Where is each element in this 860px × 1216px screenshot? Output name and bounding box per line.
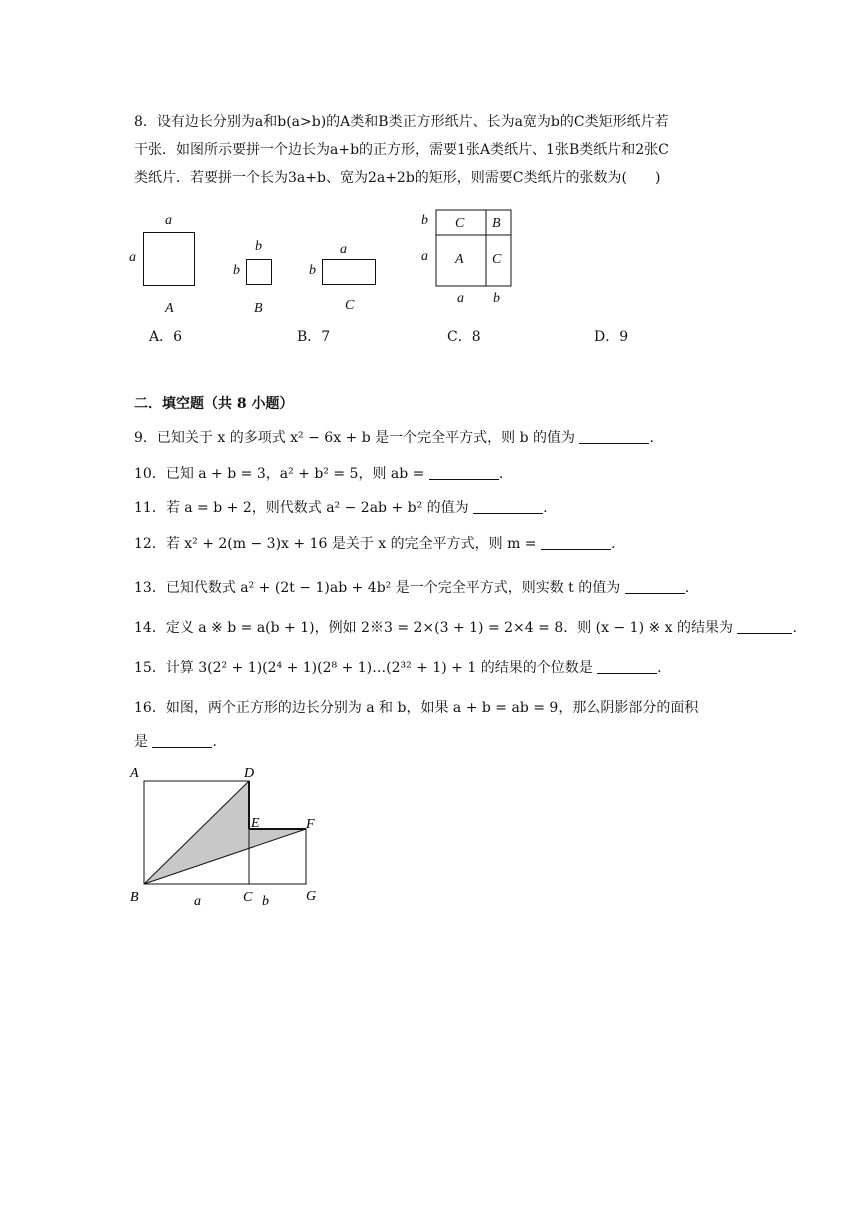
question-15	[134, 658, 662, 678]
label-b-point: B	[130, 890, 139, 905]
composite-cell-b: B	[492, 216, 501, 231]
q14-answer-blank[interactable]	[737, 619, 792, 634]
figure-b-side-label: b	[233, 263, 240, 278]
composite-left-b-label: b	[421, 213, 428, 228]
figure-a-name: A	[165, 301, 174, 316]
question-16-line-2	[134, 732, 217, 752]
q13-text: 13．已知代数式 a² + (2t − 1)ab + 4b² 是一个完全平方式，则实数 t 的值为	[134, 580, 621, 596]
composite-cell-c-top: C	[455, 216, 465, 231]
q8-line-1: 8．设有边长分别为a和b(a>b)的A类和B类正方形纸片、长为a宽为b的C类矩形纸片若	[134, 114, 669, 130]
figure-b-name: B	[254, 301, 263, 316]
q8-option-d: D．9	[594, 329, 629, 345]
figure-a-top-label: a	[165, 213, 172, 228]
q9-text: 9．已知关于 x 的多项式 x² − 6x + b 是一个完全平方式，则 b 的值为	[134, 430, 575, 446]
section-heading-fill-in: 二．填空题（共 8 小题）	[134, 396, 294, 412]
question-16-line-1: 16．如图，两个正方形的边长分别为 a 和 b，如果 a + b = ab = 9，那么阴影部分的面积	[134, 700, 699, 716]
q12-text: 12．若 x² + 2(m − 3)x + 16 是关于 x 的完全平方式，则 m =	[134, 536, 537, 552]
q16-text: 是	[134, 734, 148, 750]
q13-answer-blank[interactable]	[625, 579, 685, 594]
q11-text: 11．若 a = b + 2，则代数式 a² − 2ab + b² 的值为	[134, 500, 469, 516]
q10-period: .	[498, 466, 504, 482]
q12-answer-blank[interactable]	[541, 535, 611, 550]
q8-line-3: 类纸片．若要拼一个长为3a+b、宽为2a+2b的矩形，则需要C类纸片的张数为( )	[134, 170, 661, 186]
question-12	[134, 534, 615, 554]
q8-option-c: C．8	[447, 329, 481, 345]
composite-bottom-a-label: a	[457, 291, 464, 306]
q8-option-b: B．7	[297, 329, 331, 345]
q13-period: .	[684, 580, 690, 596]
q14-text: 14．定义 a ※ b = a(b + 1)，例如 2※3 = 2×(3 + 1) = 2×4 = 8．则 (x − 1) ※ x 的结果为	[134, 620, 734, 636]
figure-b-top-label: b	[255, 239, 262, 254]
composite-square-lines	[0, 0, 860, 320]
q10-text: 10．已知 a + b = 3，a² + b² = 5，则 ab =	[134, 466, 425, 482]
label-e-point: E	[251, 816, 260, 831]
composite-cell-c-right: C	[492, 252, 502, 267]
q9-answer-blank[interactable]	[579, 429, 649, 444]
q14-period: .	[792, 620, 797, 636]
q11-period: .	[543, 500, 548, 516]
composite-cell-a: A	[455, 252, 464, 267]
label-f-point: F	[306, 817, 315, 832]
label-a-point: A	[130, 766, 139, 781]
question-11	[134, 498, 548, 518]
label-c-point: C	[243, 890, 253, 905]
label-side-a: a	[194, 894, 201, 909]
q16-answer-blank[interactable]	[152, 733, 212, 748]
q15-period: .	[657, 660, 662, 676]
q11-answer-blank[interactable]	[473, 499, 543, 514]
label-side-b: b	[262, 894, 269, 909]
q12-period: .	[611, 536, 616, 552]
label-g-point: G	[306, 889, 317, 904]
composite-bottom-b-label: b	[493, 291, 500, 306]
q16-period: .	[212, 734, 217, 750]
figure-a-side-label: a	[129, 250, 136, 265]
label-d-point: D	[244, 766, 255, 781]
q15-answer-blank[interactable]	[597, 659, 657, 674]
figure-c-side-label: b	[309, 263, 316, 278]
question-10	[134, 464, 503, 484]
q9-period: .	[649, 430, 654, 446]
q10-answer-blank[interactable]	[429, 465, 499, 480]
question-13	[134, 578, 689, 598]
composite-left-a-label: a	[421, 249, 428, 264]
q16-figure	[120, 760, 340, 910]
figure-c-name: C	[345, 298, 355, 313]
question-9	[134, 428, 654, 448]
q8-line-2: 干张．如图所示要拼一个边长为a+b的正方形，需要1张A类纸片、1张B类纸片和2张C	[134, 142, 669, 158]
shaded-region	[144, 781, 306, 884]
q15-text: 15．计算 3(2² + 1)(2⁴ + 1)(2⁸ + 1)…(2³² + 1) + 1 的结果的个位数是	[134, 660, 593, 676]
question-14	[134, 618, 797, 638]
figure-c-top-label: a	[340, 242, 347, 257]
q8-option-a: A．6	[149, 329, 183, 345]
